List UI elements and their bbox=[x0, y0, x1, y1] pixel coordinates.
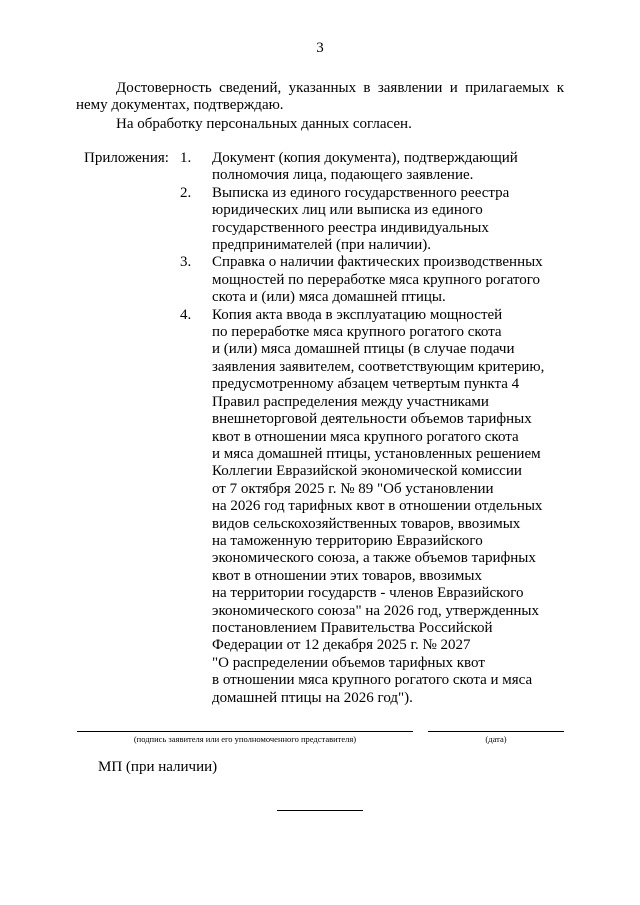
attachment-item bbox=[180, 185, 570, 255]
signature-caption: (подпись заявителя или его уполномоченного представителя) bbox=[133, 734, 357, 744]
attachment-number: 4. bbox=[180, 306, 192, 323]
attachment-number: 1. bbox=[180, 150, 192, 166]
attachment-text: Копия акта ввода в эксплуатацию мощностей по переработке мяса крупного рогатого скота и (или) мяса домашней птицы (в случае подачи заявления заявителем, соответствующим критерию, предусмотренному абзацем четвертым пункта 4 Правил распределения между участниками внешнеторговой деятельности объемов тарифных квот в отношении мяса крупного рогатого скота и мяса домашней птицы, установленных решением Коллегии Евразийской экономической комиссии от 7 октября 2025 г. № 89 "Об установлении на 2026 год тарифных квот в отношении отдельных видов сельскохозяйственных товаров, ввозимых на таможенную территорию Евразийского экономического союза, а также объемов тарифных квот в отношении этих товаров, ввозимых на территории государств - членов Евразийского экономического союза" на 2026 год, утвержденных постановлением Правительства Российской Федерации от 12 декабря 2025 г. № 2027 "О распределении объемов тарифных квот в отношении мяса крупного рогатого скота и мяса домашней птицы на 2026 год"). bbox=[212, 306, 545, 706]
signature-line bbox=[77, 731, 413, 732]
date-caption: (дата) bbox=[485, 734, 507, 744]
attachment-number: 3. bbox=[180, 254, 192, 271]
consent-paragraph: На обработку персональных данных согласен. bbox=[116, 116, 412, 132]
attachment-text: Справка о наличии фактических производственных мощностей по переработке мяса крупного рогатого скота и (или) мяса домашней птицы. bbox=[212, 254, 543, 306]
page-number: 3 bbox=[316, 40, 324, 56]
attachment-item bbox=[180, 150, 570, 185]
confirmation-paragraph: Достоверность сведений, указанных в заявлении и прилагаемых к нему документах, подтверждаю. bbox=[76, 80, 564, 114]
attachment-item bbox=[180, 254, 570, 306]
attachments-label: Приложения: bbox=[84, 150, 169, 166]
attachments-list bbox=[180, 150, 570, 707]
attachment-text: Выписка из единого государственного реестра юридических лиц или выписка из единого государственного реестра индивидуальных предпринимателей (при наличии). bbox=[212, 184, 510, 254]
attachment-text: Документ (копия документа), подтверждающий полномочия лица, подающего заявление. bbox=[212, 150, 518, 184]
date-line bbox=[428, 731, 564, 732]
attachment-item bbox=[180, 307, 570, 707]
stamp-placeholder: МП (при наличии) bbox=[98, 759, 218, 775]
attachment-number: 2. bbox=[180, 184, 192, 201]
end-separator-line bbox=[277, 810, 363, 811]
